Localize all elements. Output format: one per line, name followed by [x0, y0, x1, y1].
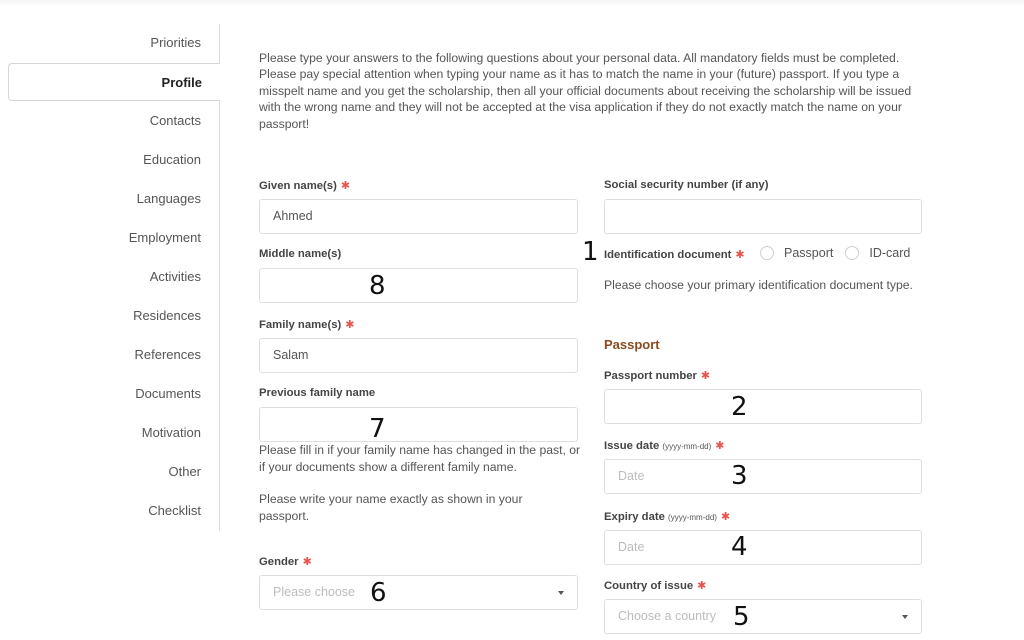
required-icon: ✱ [700, 370, 711, 382]
required-icon: ✱ [340, 180, 351, 192]
id-document-help: Please choose your primary identification document type. [604, 278, 913, 292]
sidebar-item-checklist[interactable]: Checklist [148, 503, 201, 518]
issue-date-label-text: Issue date [604, 440, 660, 452]
previous-family-name-label: Previous family name [259, 387, 376, 399]
expiry-date-input[interactable]: Date [604, 530, 922, 565]
required-icon: ✱ [345, 319, 355, 331]
name-note: Please write your name exactly as shown in your passport. [259, 492, 523, 523]
family-name-label [259, 318, 354, 331]
id-document-label [604, 248, 745, 261]
family-name-label-text: Family name(s) [259, 319, 342, 331]
country-of-issue-label-text: Country of issue [604, 580, 694, 592]
gender-select[interactable] [259, 575, 578, 610]
country-of-issue-select[interactable] [604, 599, 922, 634]
annotation-8: 8 [369, 271, 386, 301]
required-icon: ✱ [697, 580, 707, 592]
id-document-label-text: Identification document [604, 249, 732, 261]
sidebar-item-residences[interactable]: Residences [133, 308, 201, 323]
required-icon: ✱ [302, 556, 312, 568]
middle-name-label: Middle name(s) [259, 248, 342, 260]
id-document-radio-group [760, 246, 922, 260]
passport-number-input[interactable] [604, 389, 922, 424]
gender-label-text: Gender [259, 556, 299, 568]
gender-label [259, 555, 312, 568]
radio-passport-label[interactable]: Passport [784, 246, 834, 260]
previous-family-name-help: Please fill in if your family name has changed in the past, or if your documents show a different family name. [259, 443, 581, 474]
annotation-1: 1 [582, 237, 599, 267]
middle-name-input[interactable] [259, 268, 578, 303]
annotation-6: 6 [370, 578, 387, 608]
passport-number-label [604, 369, 710, 382]
intro-text: Please type your answers to the following questions about your personal data. All mandatory fields must be completed. Please pay special attention when typing your name as it has to match the name in your (future) passport. If you type a misspelt name and you get the scholarship, then all your official documents about receiving the scholarship will be issued with the wrong name and they will not be accepted at the visa application if they do not exactly match the name on your passport! [259, 51, 912, 131]
annotation-7: 7 [369, 414, 386, 444]
sidebar-item-documents[interactable]: Documents [135, 386, 201, 401]
top-edge [0, 0, 1024, 6]
radio-id-card[interactable] [845, 246, 859, 260]
sidebar-item-education[interactable]: Education [143, 152, 201, 167]
passport-section-title: Passport [604, 337, 660, 352]
expiry-date-label-text: Expiry date [604, 511, 665, 523]
annotation-4: 4 [731, 532, 748, 562]
issue-date-hint: (yyyy-mm-dd) [662, 442, 712, 451]
annotation-2: 2 [731, 392, 748, 422]
previous-family-name-input[interactable] [259, 407, 578, 442]
issue-date-input[interactable]: Date [604, 459, 922, 494]
expiry-date-label [604, 510, 730, 523]
sidebar-item-employment[interactable]: Employment [128, 230, 201, 245]
sidebar-item-activities[interactable]: Activities [149, 269, 201, 284]
given-name-input[interactable]: Ahmed [259, 199, 578, 234]
sidebar-item-motivation[interactable]: Motivation [141, 425, 201, 440]
issue-date-label [604, 439, 725, 452]
chevron-down-icon [902, 615, 908, 619]
radio-id-card-label[interactable]: ID-card [869, 246, 911, 260]
given-name-label [259, 179, 350, 192]
expiry-date-hint: (yyyy-mm-dd) [668, 513, 717, 522]
ssn-label: Social security number (if any) [604, 179, 769, 191]
annotation-5: 5 [733, 602, 750, 632]
country-placeholder: Choose a country [618, 609, 716, 623]
passport-number-label-text: Passport number [604, 370, 697, 382]
required-icon: ✱ [735, 249, 745, 261]
ssn-input[interactable] [604, 199, 922, 234]
required-icon: ✱ [715, 440, 725, 452]
sidebar-item-contacts[interactable]: Contacts [149, 113, 201, 128]
given-name-label-text: Given name(s) [259, 180, 337, 192]
family-name-input[interactable]: Salam [259, 338, 578, 373]
sidebar-item-references[interactable]: References [134, 347, 201, 362]
radio-passport[interactable] [760, 246, 774, 260]
sidebar-item-profile[interactable]: Profile [8, 63, 220, 101]
country-of-issue-label [604, 579, 706, 592]
chevron-down-icon [558, 591, 564, 595]
sidebar-item-other[interactable]: Other [168, 464, 201, 479]
annotation-3: 3 [731, 461, 748, 491]
required-icon: ✱ [720, 511, 731, 523]
gender-placeholder: Please choose [273, 585, 356, 599]
sidebar-item-priorities[interactable]: Priorities [150, 35, 201, 50]
sidebar-item-languages[interactable]: Languages [136, 191, 201, 206]
